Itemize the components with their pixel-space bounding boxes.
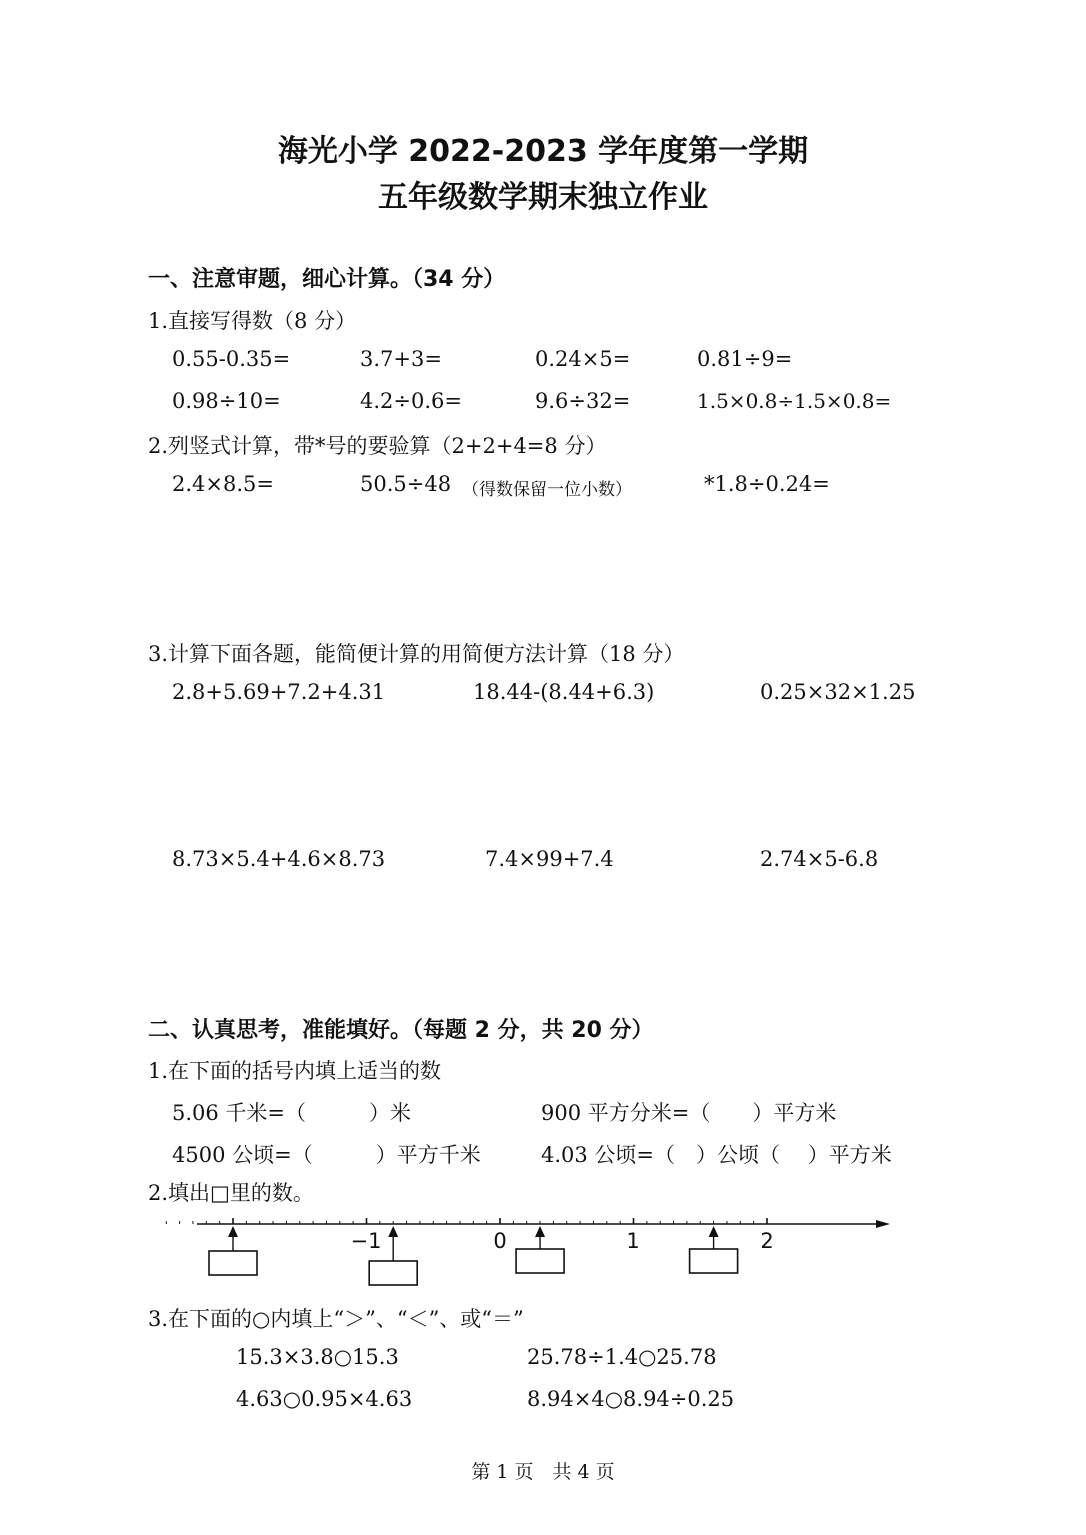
answer-box [690, 1249, 738, 1273]
s1-q1-item-8: 1.5×0.8÷1.5×0.8= [697, 389, 892, 413]
s1-q3-item-4: 8.73×5.4+4.6×8.73 [172, 847, 386, 871]
s2-q3-label: 3.在下面的○内填上“＞”、“＜”、或“＝” [148, 1307, 524, 1331]
s1-q3-item-1: 2.8+5.69+7.2+4.31 [172, 680, 386, 704]
number-line-arrowhead [876, 1220, 890, 1228]
marker-arrow-head [388, 1226, 398, 1237]
tick-label-1: 1 [626, 1229, 640, 1253]
s1-q3-item-3: 0.25×32×1.25 [760, 680, 916, 704]
s1-q3-item-5: 7.4×99+7.4 [485, 847, 614, 871]
marker-arrow-head [709, 1226, 719, 1237]
s1-q2-label: 2.列竖式计算，带*号的要验算（2+2+4=8 分） [148, 434, 607, 458]
s1-q1-item-5: 0.98÷10= [172, 389, 281, 413]
s2-q3-item-2: 25.78÷1.4○25.78 [527, 1345, 717, 1369]
s1-q2-item-1: 2.4×8.5= [172, 472, 274, 496]
answer-box [369, 1261, 417, 1285]
s2-q1-item-2: 900 平方分米=（ ）平方米 [541, 1101, 837, 1125]
s2-q1-item-1: 5.06 千米=（ ）米 [172, 1101, 412, 1125]
s1-q3-item-6: 2.74×5-6.8 [760, 847, 879, 871]
s2-q1-label: 1.在下面的括号内填上适当的数 [148, 1059, 442, 1083]
s1-q2-item-2: 50.5÷48 [360, 472, 452, 496]
s1-q3-label: 3.计算下面各题，能简便计算的用简便方法计算（18 分） [148, 642, 685, 666]
s1-q2-rounding-note: （得数保留一位小数） [462, 480, 632, 500]
section1-heading: 一、注意审题，细心计算。（34 分） [148, 267, 506, 292]
s2-q1-item-3: 4500 公顷=（ ）平方千米 [172, 1143, 481, 1167]
tick-label-minus1: −1 [350, 1229, 382, 1253]
s2-q1-item-4: 4.03 公顷=（ ）公顷（ ）平方米 [541, 1143, 892, 1167]
answer-marker [516, 1226, 564, 1273]
s1-q1-item-4: 0.81÷9= [697, 347, 793, 371]
page-subtitle: 五年级数学期末独立作业 [378, 180, 708, 215]
s2-q3-item-4: 8.94×4○8.94÷0.25 [527, 1387, 735, 1411]
s1-q1-item-6: 4.2÷0.6= [360, 389, 462, 413]
s1-q1-item-7: 9.6÷32= [535, 389, 631, 413]
page-title: 海光小学 2022-2023 学年度第一学期 [277, 134, 809, 169]
answer-marker [209, 1226, 257, 1275]
marker-arrow-head [228, 1226, 238, 1237]
tick-label-2: 2 [760, 1229, 774, 1253]
answer-marker [690, 1226, 738, 1273]
s2-q3-item-3: 4.63○0.95×4.63 [236, 1387, 413, 1411]
tick-label-0: 0 [493, 1229, 507, 1253]
answer-box [209, 1251, 257, 1275]
s1-q1-item-3: 0.24×5= [535, 347, 631, 371]
s1-q1-item-2: 3.7+3= [360, 347, 442, 371]
marker-arrow-head [535, 1226, 545, 1237]
number-line [0, 1205, 1086, 1290]
page-footer: 第 1 页 共 4 页 [471, 1461, 615, 1483]
s1-q1-label: 1.直接写得数（8 分） [148, 309, 357, 333]
s2-q3-item-1: 15.3×3.8○15.3 [236, 1345, 399, 1369]
answer-box [516, 1249, 564, 1273]
s1-q2-item-3: *1.8÷0.24= [704, 472, 830, 496]
s1-q3-item-2: 18.44-(8.44+6.3) [473, 680, 655, 704]
section2-heading: 二、认真思考，准能填好。（每题 2 分，共 20 分） [148, 1018, 654, 1043]
s2-q2-label: 2.填出□里的数。 [148, 1181, 314, 1205]
s1-q1-item-1: 0.55-0.35= [172, 347, 291, 371]
